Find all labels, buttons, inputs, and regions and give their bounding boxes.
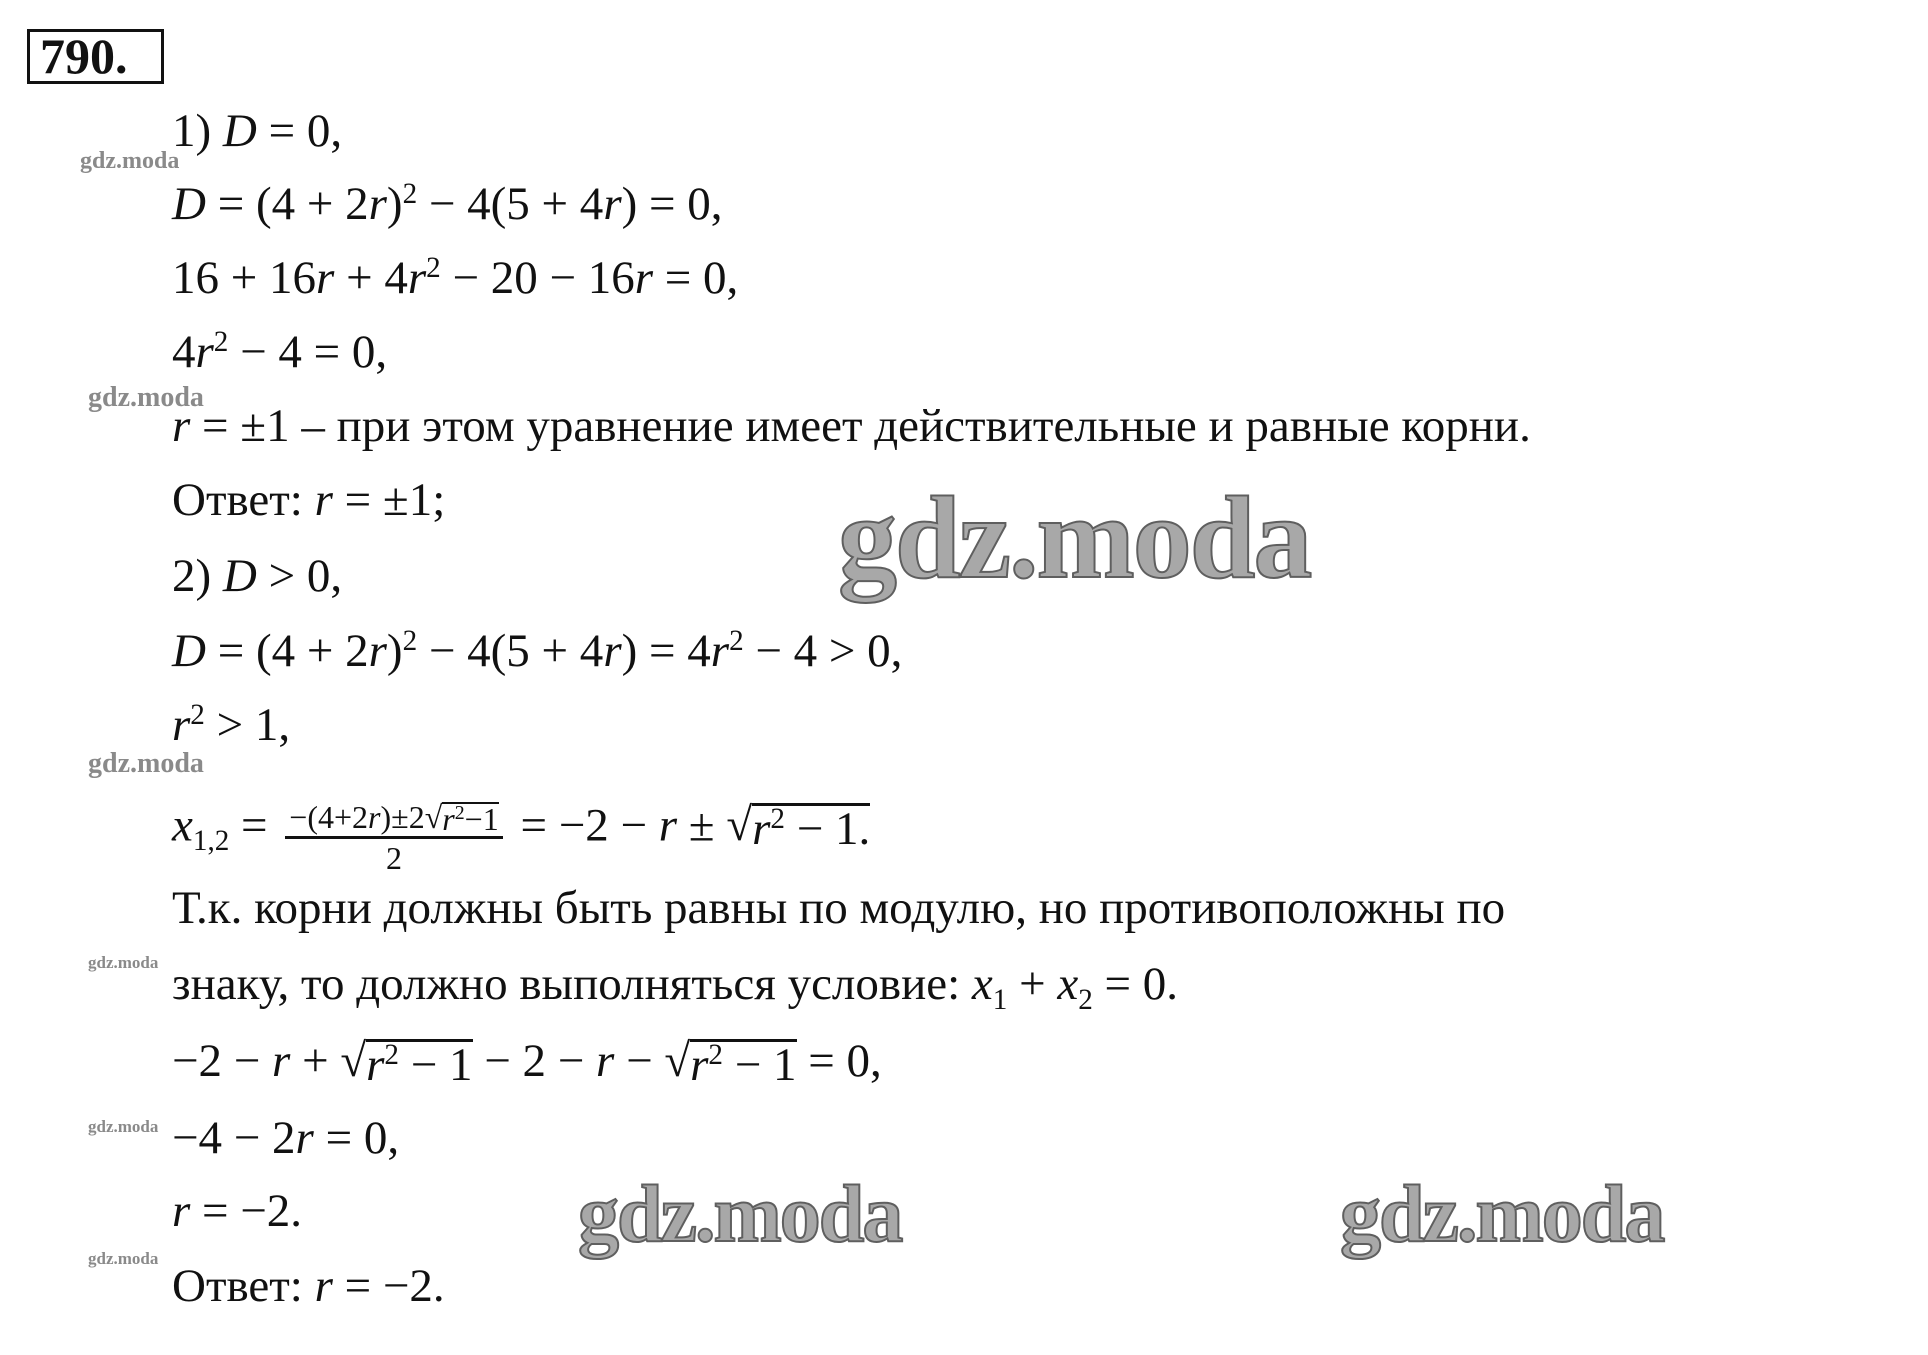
fraction: −(4+2r)±2 √ $r^2-1$ 2 bbox=[285, 798, 502, 877]
solution-line-1: 1) D = 0, bbox=[172, 105, 343, 157]
watermark-small: gdz.moda bbox=[80, 148, 180, 174]
solution-line-13: −2 − r + √ $r^2 - 1$ − 2 − r − √ $r^2 - 1$ = 0, bbox=[172, 1035, 882, 1091]
problem-number: 790. bbox=[27, 29, 164, 84]
solution-line-8: $D = (4 + 2r)^2 - 4(5 + 4r) = 4r^2 - 4 > 0$, bbox=[172, 624, 903, 677]
solution-line-5: r = ±1 – при этом уравнение имеет действительные и равные корни. bbox=[172, 400, 1531, 452]
solution-line-15: r = −2. bbox=[172, 1185, 303, 1237]
solution-line-11: Т.к. корни должны быть равны по модулю, но противоположны по bbox=[172, 882, 1506, 934]
watermark-large: gdz.moda bbox=[1340, 1168, 1664, 1259]
solution-line-12: знаку, то должно выполняться условие: $x_1 + x_2 = 0$. bbox=[172, 958, 1179, 1017]
roots-formula: $x_{1,2}$ = −(4+2r)±2 √ $r^2-1$ 2 = −2 − r ± √ $r^2 - 1$. bbox=[172, 799, 871, 876]
solution-line-2: $D = (4 + 2r)^2 - 4(5 + 4r) = 0$, bbox=[172, 177, 723, 230]
watermark-small: gdz.moda bbox=[88, 953, 159, 972]
solution-line-7: 2) D > 0, bbox=[172, 550, 343, 602]
solution-line-3: $16 + 16r + 4r^2 - 20 - 16r = 0$, bbox=[172, 251, 739, 304]
watermark-small: gdz.moda bbox=[88, 748, 204, 779]
answer-line-1: Ответ: r = ±1; bbox=[172, 474, 446, 526]
watermark-small: gdz.moda bbox=[88, 1117, 159, 1136]
solution-line-4: $4r^2 - 4 = 0$, bbox=[172, 325, 388, 378]
watermark-small: gdz.moda bbox=[88, 1249, 159, 1268]
solution-line-9: $r^2 > 1$, bbox=[172, 698, 291, 751]
watermark-large: gdz.moda bbox=[578, 1168, 902, 1259]
watermark-large: gdz.moda bbox=[838, 472, 1311, 603]
answer-line-2: Ответ: r = −2. bbox=[172, 1260, 445, 1312]
solution-line-14: −4 − 2r = 0, bbox=[172, 1112, 400, 1164]
watermark-small: gdz.moda bbox=[88, 382, 204, 413]
